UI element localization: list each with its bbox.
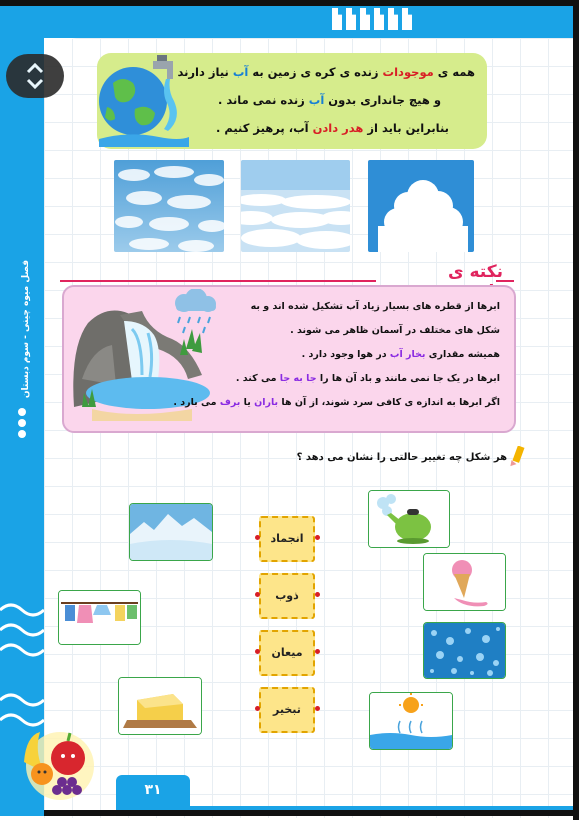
note-highlight: آب <box>308 93 325 107</box>
question-text: هر شکل چه تغییر حالتی را نشان می دهد ؟ <box>296 452 507 463</box>
image-clothesline[interactable] <box>58 590 141 645</box>
image-boiling-kettle[interactable] <box>368 490 450 548</box>
cloud-photo-cumulus <box>368 160 474 252</box>
image-sun-evaporation[interactable] <box>369 692 453 750</box>
note-highlight: هدر دادن <box>312 121 364 135</box>
note-highlight: موجودات <box>382 65 434 79</box>
word-freezing[interactable]: انجماد <box>259 516 315 562</box>
fact-text: می بارد . <box>173 397 220 408</box>
chapter-title: فصل میوه چینی - سوم دبستان <box>21 259 31 399</box>
note-text: بنابراین باید از <box>363 121 449 135</box>
cloud-photo-stratus <box>241 160 350 252</box>
note-text: نیاز دارند <box>177 65 233 79</box>
image-melting-butter[interactable] <box>118 677 202 735</box>
note-text: و هیچ جانداری بدون <box>324 93 441 107</box>
wave-decoration <box>0 590 44 730</box>
fact-text: می کند . <box>235 373 280 384</box>
fact-text: یا <box>240 397 255 408</box>
image-melting-icecream[interactable] <box>423 553 506 611</box>
word-condensation[interactable]: میعان <box>259 630 315 676</box>
pencil-icon <box>510 446 526 468</box>
fact-text: همیشه مقداری <box>425 349 500 360</box>
note-text: زنده ی کره ی زمین به <box>248 65 383 79</box>
header-decoration <box>332 8 432 34</box>
note-text: زنده نمی ماند . <box>217 93 309 107</box>
fact-highlight: بخار آب <box>389 349 426 360</box>
image-water-droplets[interactable] <box>423 622 506 679</box>
fact-line <box>302 349 500 360</box>
page-number: ۳۱ <box>116 775 190 815</box>
fact-line <box>236 373 500 384</box>
water-note-box <box>97 53 487 149</box>
fact-text: ابرها در یک جا نمی مانند و باد آن ها را <box>316 373 500 384</box>
note-text: همه ی <box>433 65 475 79</box>
fact-line: ابرها از قطره های بسیار زیاد آب تشکیل شده اند و به <box>250 301 500 312</box>
fact-highlight: جا به جا <box>279 373 317 384</box>
word-melting[interactable]: ذوب <box>259 573 315 619</box>
fact-line: شکل های مختلف در آسمان ظاهر می شوند . <box>290 325 500 336</box>
fact-box <box>62 285 516 433</box>
note-highlight: آب <box>232 65 249 79</box>
earth-faucet-illustration <box>93 47 193 151</box>
cloud-photo-cirrus <box>114 160 224 252</box>
note-text: آب، پرهیز کنیم . <box>215 121 313 135</box>
fruit-mascot-illustration <box>18 722 100 800</box>
fact-highlight: برف <box>219 397 241 408</box>
fact-text: اگر ابرها به اندازه ی کافی سرد شوند، از آن ها <box>278 397 500 408</box>
fact-highlight: باران <box>254 397 279 408</box>
spine-dots <box>14 405 30 441</box>
section-title: نکته ی <box>447 262 503 282</box>
fact-text: در هوا وجود دارد . <box>301 349 390 360</box>
word-evaporation[interactable]: تبخیر <box>259 687 315 733</box>
top-band <box>44 6 579 38</box>
fact-line <box>173 397 500 408</box>
page-nav-button[interactable] <box>6 54 64 98</box>
section-divider <box>60 280 376 282</box>
right-edge <box>573 0 579 820</box>
bottom-bar <box>44 810 579 816</box>
chevron-up-down-icon <box>24 60 46 92</box>
image-frozen-landscape[interactable] <box>129 503 213 561</box>
